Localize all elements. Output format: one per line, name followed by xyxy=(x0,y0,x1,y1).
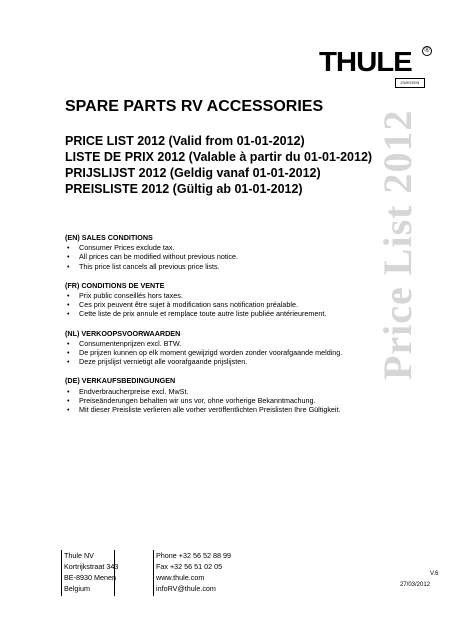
logo-wordmark: THULE xyxy=(319,46,412,77)
section-en xyxy=(65,233,375,271)
list-item xyxy=(65,405,375,414)
section-fr xyxy=(65,281,375,319)
bullet-text: Preiseänderungen behalten wir uns vor, ohne vorherige Bekanntmachung. xyxy=(79,395,316,405)
section-de xyxy=(65,376,375,414)
bullet-icon: • xyxy=(67,261,70,271)
list-item xyxy=(65,396,375,405)
bullet-icon: • xyxy=(67,309,70,319)
bullet-text: De prijzen kunnen op elk moment gewijzigd worden zonder voorafgaande melding. xyxy=(79,348,343,358)
footer-contact xyxy=(153,550,266,596)
website-link[interactable]: www.thule.com xyxy=(156,573,205,582)
list-item xyxy=(65,348,375,357)
vertical-watermark-title: Price List 2012 xyxy=(375,109,420,380)
price-line-de: PREISLISTE 2012 (Gültig ab 01-01-2012) xyxy=(65,182,303,196)
bullet-text: Deze prijslijst vernietigt alle voorafgaande prijslijsten. xyxy=(79,357,248,367)
section-heading: (EN) SALES CONDITIONS xyxy=(65,233,153,242)
list-item xyxy=(65,300,375,309)
price-line-fr: LISTE DE PRIX 2012 (Valable à partir du 01-01-2012) xyxy=(65,150,373,164)
bullet-icon: • xyxy=(67,243,70,253)
bullet-text: This price list cancels all previous price lists. xyxy=(79,261,220,271)
footer-address xyxy=(61,550,119,596)
bullet-icon: • xyxy=(67,338,70,348)
bullet-icon: • xyxy=(67,291,70,301)
bullet-text: Consumentenprijzen excl. BTW. xyxy=(79,338,182,348)
bullet-text: Prix public conseillés hors taxes. xyxy=(79,291,183,301)
section-heading: (NL) VERKOOPSVOORWAARDEN xyxy=(65,328,181,338)
bullet-icon: • xyxy=(67,252,70,262)
city: BE-8930 Menen xyxy=(64,573,116,582)
bullet-text: Ces prix peuvent être sujet à modification sans notification préalable. xyxy=(79,300,298,310)
list-item xyxy=(65,339,375,348)
bullet-icon: • xyxy=(67,348,70,358)
phone: Phone +32 56 52 88 99 xyxy=(156,551,231,560)
section-heading: (FR) CONDITIONS DE VENTE xyxy=(65,280,165,290)
bullet-text: Mit dieser Preisliste verlieren alle vorher veröffentlichten Preislisten Ihre Gültigkeit. xyxy=(79,405,341,415)
list-item xyxy=(65,243,375,252)
footer xyxy=(61,550,375,596)
price-line-nl: PRIJSLIJST 2012 (Geldig vanaf 01-01-2012) xyxy=(65,166,321,180)
logo-subtitle: ZWEDEN xyxy=(395,78,425,88)
price-line-en: PRICE LIST 2012 (Valid from 01-01-2012) xyxy=(65,134,305,148)
list-item xyxy=(65,262,375,271)
bullet-text: All prices can be modified without previous notice. xyxy=(79,252,239,262)
fax: Fax +32 56 51 02 05 xyxy=(156,562,223,571)
bullet-icon: • xyxy=(67,405,70,415)
street: Kortrijkstraat 343 xyxy=(64,562,119,571)
date-label: 27/03/2012 xyxy=(400,582,431,588)
price-list-headings xyxy=(65,133,372,197)
list-item xyxy=(65,309,375,318)
bullet-icon: • xyxy=(67,300,70,310)
bullet-text: Endverbraucherpreise excl. MwSt. xyxy=(79,386,189,396)
bullet-icon: • xyxy=(67,395,70,405)
thule-logo xyxy=(319,46,430,85)
list-item xyxy=(65,252,375,261)
bullet-icon: • xyxy=(67,357,70,367)
company-name: Thule NV xyxy=(64,551,94,560)
section-nl xyxy=(65,329,375,367)
country: Belgium xyxy=(64,584,90,593)
bullet-icon: • xyxy=(67,386,70,396)
section-heading: (DE) VERKAUFSBEDINGUNGEN xyxy=(65,376,176,386)
list-item xyxy=(65,387,375,396)
list-item xyxy=(65,357,375,366)
version-label: V.6 xyxy=(430,571,439,577)
bullet-text: Cette liste de prix annule et remplace toute autre liste publiée antérieurement. xyxy=(79,309,327,319)
registered-mark: ® xyxy=(422,46,432,56)
list-item xyxy=(65,291,375,300)
email-link[interactable]: infoRV@thule.com xyxy=(156,584,216,593)
sales-conditions xyxy=(65,233,375,424)
page-title: SPARE PARTS RV ACCESSORIES xyxy=(65,98,324,115)
bullet-text: Consumer Prices exclude tax. xyxy=(79,243,175,253)
